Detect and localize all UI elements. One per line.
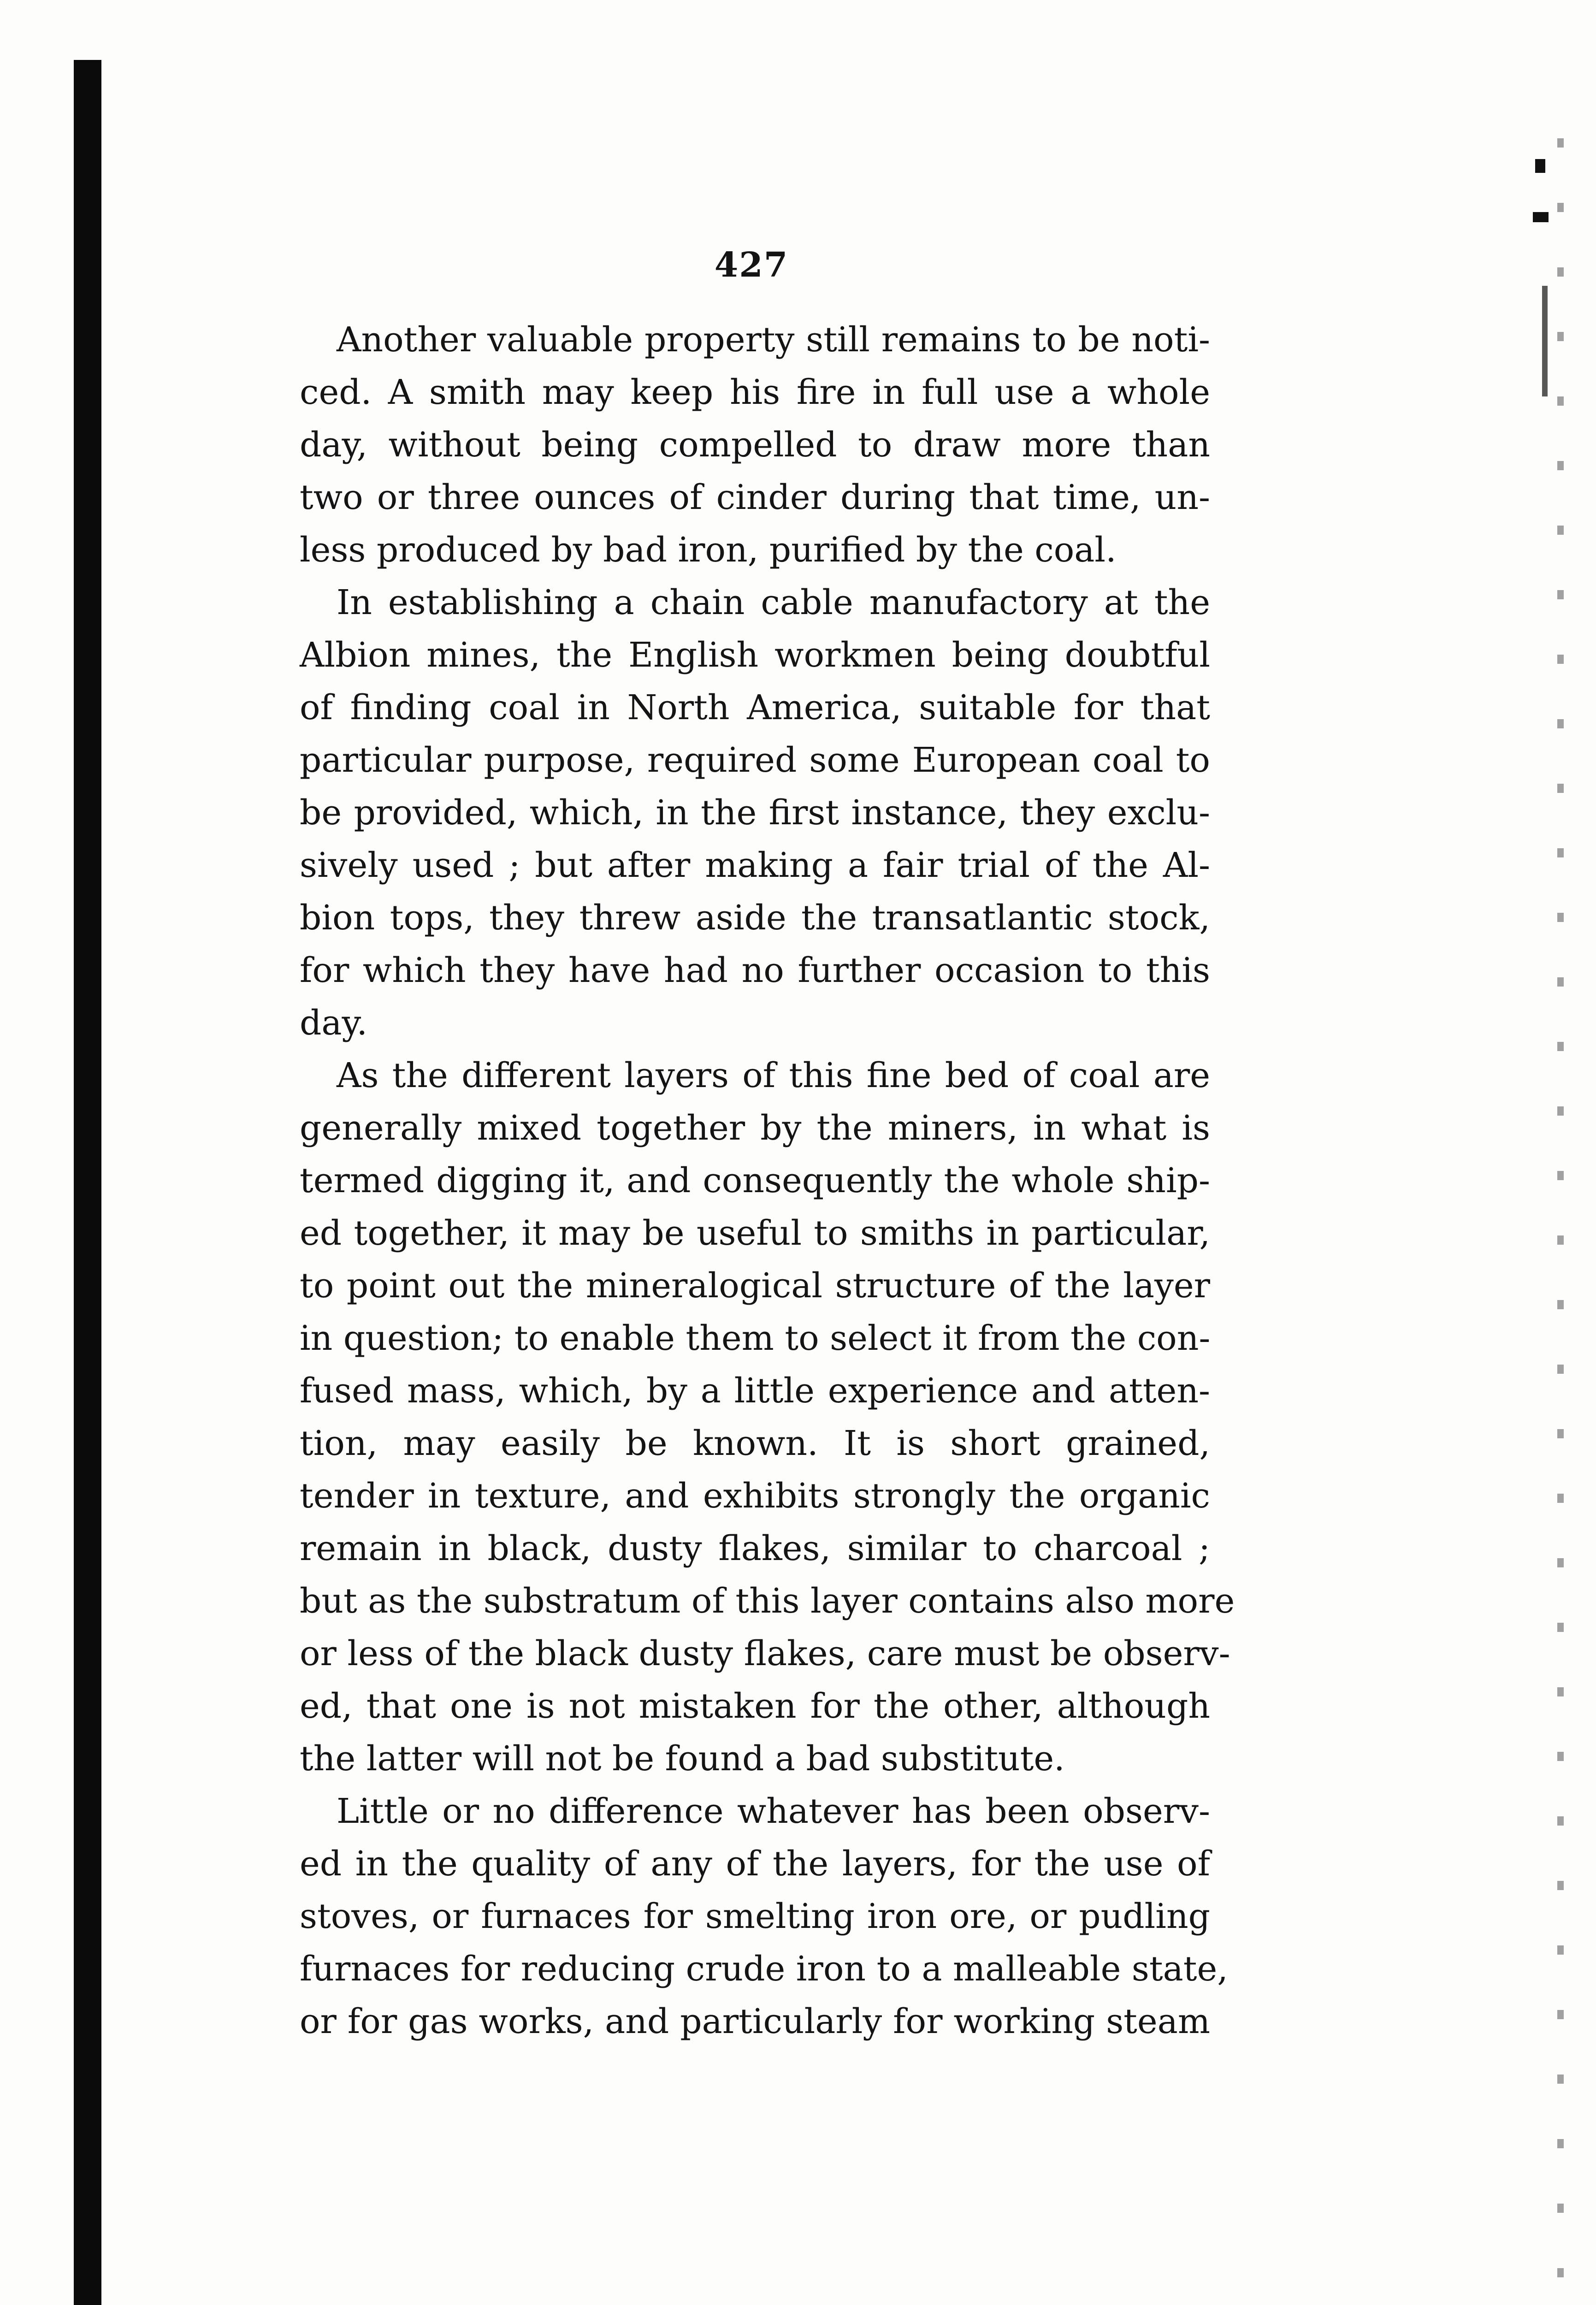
text-line: remain in black, dusty flakes, similar to charcoal ;: [300, 1529, 1210, 1568]
paragraph: [300, 576, 1210, 1049]
text-line: termed digging it, and consequently the whole ship-: [300, 1161, 1210, 1200]
ink-speck: [1535, 159, 1545, 173]
text-line: stoves, or furnaces for smelting iron ore, or pudling: [300, 1897, 1210, 1936]
text-line: day, without being compelled to draw more than: [300, 425, 1210, 465]
text-line: day.: [300, 1003, 367, 1043]
text-line: ed in the quality of any of the layers, for the use of: [300, 1844, 1210, 1884]
text-line: As the different layers of this fine bed of coal are: [337, 1056, 1210, 1095]
text-line: generally mixed together by the miners, in what is: [300, 1108, 1210, 1148]
text-line: sively used ; but after making a fair trial of the Al-: [300, 845, 1210, 885]
text-line: less produced by bad iron, purified by the coal.: [300, 530, 1117, 570]
text-line: in question; to enable them to select it from the con-: [300, 1318, 1211, 1358]
text-line: In establishing a chain cable manufactory at the: [337, 583, 1210, 622]
text-line: Albion mines, the English workmen being doubtful: [300, 635, 1210, 675]
text-line: two or three ounces of cinder during that time, un-: [300, 478, 1210, 517]
text-line: of finding coal in North America, suitable for that: [300, 688, 1210, 727]
text-line: ed together, it may be useful to smiths in particular,: [300, 1213, 1210, 1253]
page-edge-marks: [1557, 138, 1564, 2305]
text-line: particular purpose, required some European coal to: [300, 740, 1210, 780]
binding-shadow: [74, 60, 101, 2305]
text-line: Another valuable property still remains to be noti-: [337, 320, 1210, 360]
ink-speck: [1542, 286, 1548, 396]
text-line: Little or no difference whatever has been observ-: [337, 1791, 1210, 1831]
body-text: [300, 313, 1235, 2048]
text-line: but as the substratum of this layer contains also more: [300, 1581, 1235, 1621]
text-line: to point out the mineralogical structure of the layer: [300, 1266, 1210, 1306]
text-line: the latter will not be found a bad substitute.: [300, 1739, 1065, 1779]
text-line: or for gas works, and particularly for working steam: [300, 2002, 1210, 2041]
text-line: ced. A smith may keep his fire in full use a whole: [300, 372, 1210, 412]
text-line: fused mass, which, by a little experience and atten-: [300, 1371, 1210, 1411]
text-line: tender in texture, and exhibits strongly the organic: [300, 1476, 1210, 1516]
text-line: be provided, which, in the first instance, they exclu-: [300, 793, 1210, 833]
page-number: 427: [714, 245, 789, 285]
text-line: ed, that one is not mistaken for the other, although: [300, 1686, 1210, 1726]
paragraph: [300, 1049, 1235, 1785]
text-line: for which they have had no further occasion to this: [300, 951, 1210, 990]
text-line: bion tops, they threw aside the transatlantic stock,: [300, 898, 1210, 938]
paragraph: [300, 1785, 1228, 2048]
paragraph: [300, 313, 1210, 576]
ink-speck: [1533, 212, 1549, 222]
text-line: furnaces for reducing crude iron to a malleable state,: [300, 1949, 1228, 1989]
text-line: tion, may easily be known. It is short grained,: [300, 1424, 1210, 1463]
text-line: or less of the black dusty flakes, care must be observ-: [300, 1634, 1230, 1673]
